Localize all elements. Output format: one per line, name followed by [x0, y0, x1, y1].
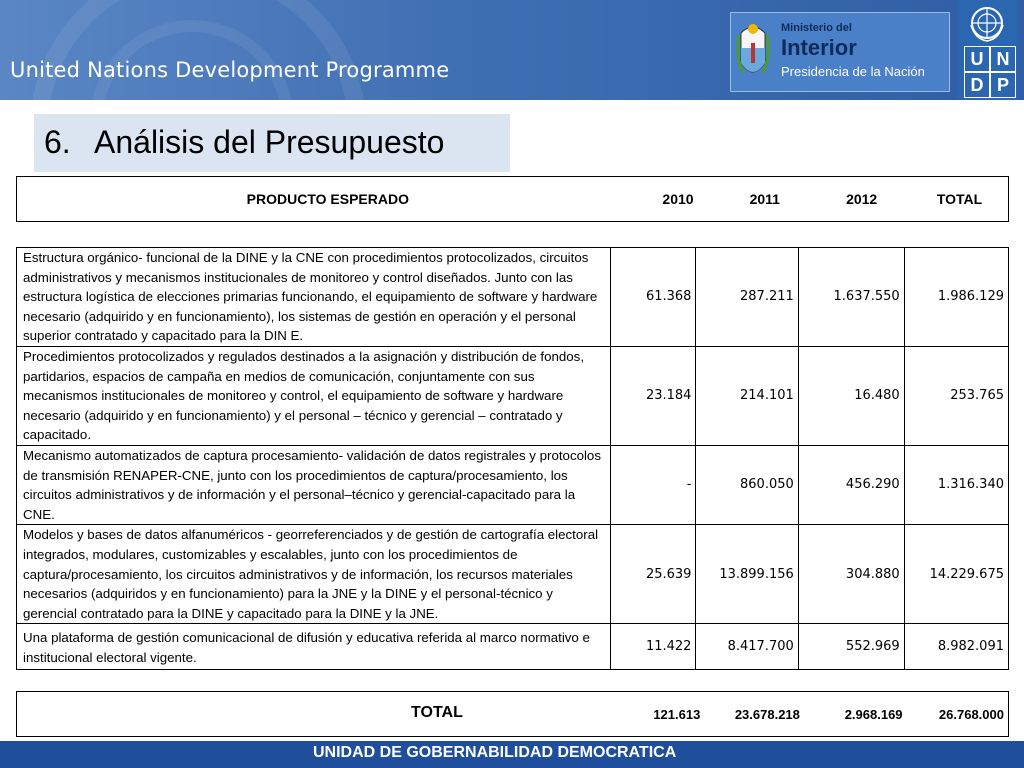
total-2010: 121.613: [653, 707, 701, 722]
footer-bar: [0, 741, 1024, 768]
total-label: TOTAL: [411, 704, 463, 721]
row-value-total: 1.316.340: [904, 445, 1008, 524]
page-title: [44, 124, 444, 161]
row-description: Mecanismo automatizados de captura procesamiento- validación de datos registrales y protocolos de transmisión RENAPER-CNE, junto con los procedimientos de captura/procesamiento, los circuitos administrativos y de información y el personal–técnico y gerencial-capacitado para la CNE.: [17, 445, 611, 524]
row-description: Estructura orgánico- funcional de la DINE y la CNE con procedimientos protocolizados, circuitos administrativos y mecanismos institucionales de monitoreo y control diseñados. Junto con las estructura logística de elecciones primarias funcionando, el equipamiento de software y hardware necesario (adquirido y en funcionamiento), los sistemas de gestión en operación y el personal superior contratado y capacitado para la DIN E.: [17, 248, 611, 347]
header-product: PRODUCTO ESPERADO: [246, 191, 409, 207]
ministry-line2: Interior: [781, 35, 857, 60]
table-row: [17, 624, 1009, 670]
table-row: [17, 445, 1009, 524]
row-value-2011: 287.211: [696, 248, 798, 347]
undp-letter-u: U: [964, 46, 990, 72]
header-2012: 2012: [846, 191, 878, 207]
row-value-2012: 552.969: [798, 624, 904, 670]
section-title-text: Análisis del Presupuesto: [94, 124, 445, 160]
footer-text: UNIDAD DE GOBERNABILIDAD DEMOCRATICA: [313, 744, 677, 761]
row-value-2010: 23.184: [610, 346, 696, 445]
total-2012: 2.968.169: [844, 707, 903, 722]
total-total: 26.768.000: [938, 707, 1004, 722]
argentina-shield-icon: [735, 19, 771, 85]
row-value-total: 14.229.675: [904, 525, 1008, 624]
row-description: Una plataforma de gestión comunicacional de difusión y educativa referida al marco normativo e institucional electoral vigente.: [17, 624, 611, 670]
undp-letters: [964, 46, 1016, 98]
row-value-2011: 8.417.700: [696, 624, 798, 670]
row-value-2011: 13.899.156: [696, 525, 798, 624]
row-value-2011: 860.050: [696, 445, 798, 524]
budget-table: [16, 247, 1009, 670]
un-globe-icon: [967, 3, 1007, 43]
totals-row: [16, 691, 1009, 737]
ministry-logo: [730, 12, 950, 92]
header-total: TOTAL: [936, 191, 983, 207]
row-value-2010: 11.422: [610, 624, 696, 670]
undp-letter-p: P: [990, 72, 1016, 98]
row-value-2012: 1.637.550: [798, 248, 904, 347]
undp-logo: [958, 0, 1018, 100]
section-title-box: [34, 114, 510, 172]
section-number: 6.: [44, 124, 71, 160]
header-2010: 2010: [662, 191, 694, 207]
table-row: [17, 248, 1009, 347]
row-value-total: 1.986.129: [904, 248, 1008, 347]
ministry-line1: Ministerio del: [781, 22, 852, 34]
ministry-line3: Presidencia de la Nación: [781, 64, 925, 79]
total-2011: 23.678.218: [734, 707, 800, 722]
row-description: Modelos y bases de datos alfanuméricos - georreferenciados y de gestión de cartografía electoral integrados, modulares, customizables y escalables, junto con los procedimientos de captura/procesamiento, los circuitos administrativos y de información, los recursos materiales necesarios (adquiridos y en funcionamiento) para la JNE y la DINE y el personal-técnico y gerencial contratado para la DINE y capacitado para la DINE y la JNE.: [17, 525, 611, 624]
row-value-2012: 304.880: [798, 525, 904, 624]
header-2011: 2011: [749, 191, 780, 207]
table-row: [17, 525, 1009, 624]
row-value-total: 8.982.091: [904, 624, 1008, 670]
top-banner: [0, 0, 1024, 100]
row-value-2012: 456.290: [798, 445, 904, 524]
row-value-2010: 25.639: [610, 525, 696, 624]
undp-letter-n: N: [990, 46, 1016, 72]
banner-title: United Nations Development Programme: [10, 58, 450, 82]
row-value-2012: 16.480: [798, 346, 904, 445]
row-value-2010: 61.368: [610, 248, 696, 347]
row-value-2011: 214.101: [696, 346, 798, 445]
row-value-total: 253.765: [904, 346, 1008, 445]
undp-letter-d: D: [964, 72, 990, 98]
table-row: [17, 346, 1009, 445]
table-header: [16, 176, 1009, 222]
row-value-2010: -: [610, 445, 696, 524]
row-description: Procedimientos protocolizados y regulados destinados a la asignación y distribución de fondos, partidarios, espacios de campaña en medios de comunicación, conjuntamente con sus mecanismos institucionales de monitoreo y control, el equipamiento de software y hardware necesario (adquirido y en funcionamiento) y el personal – técnico y gerencial – contratado y capacitado.: [17, 346, 611, 445]
